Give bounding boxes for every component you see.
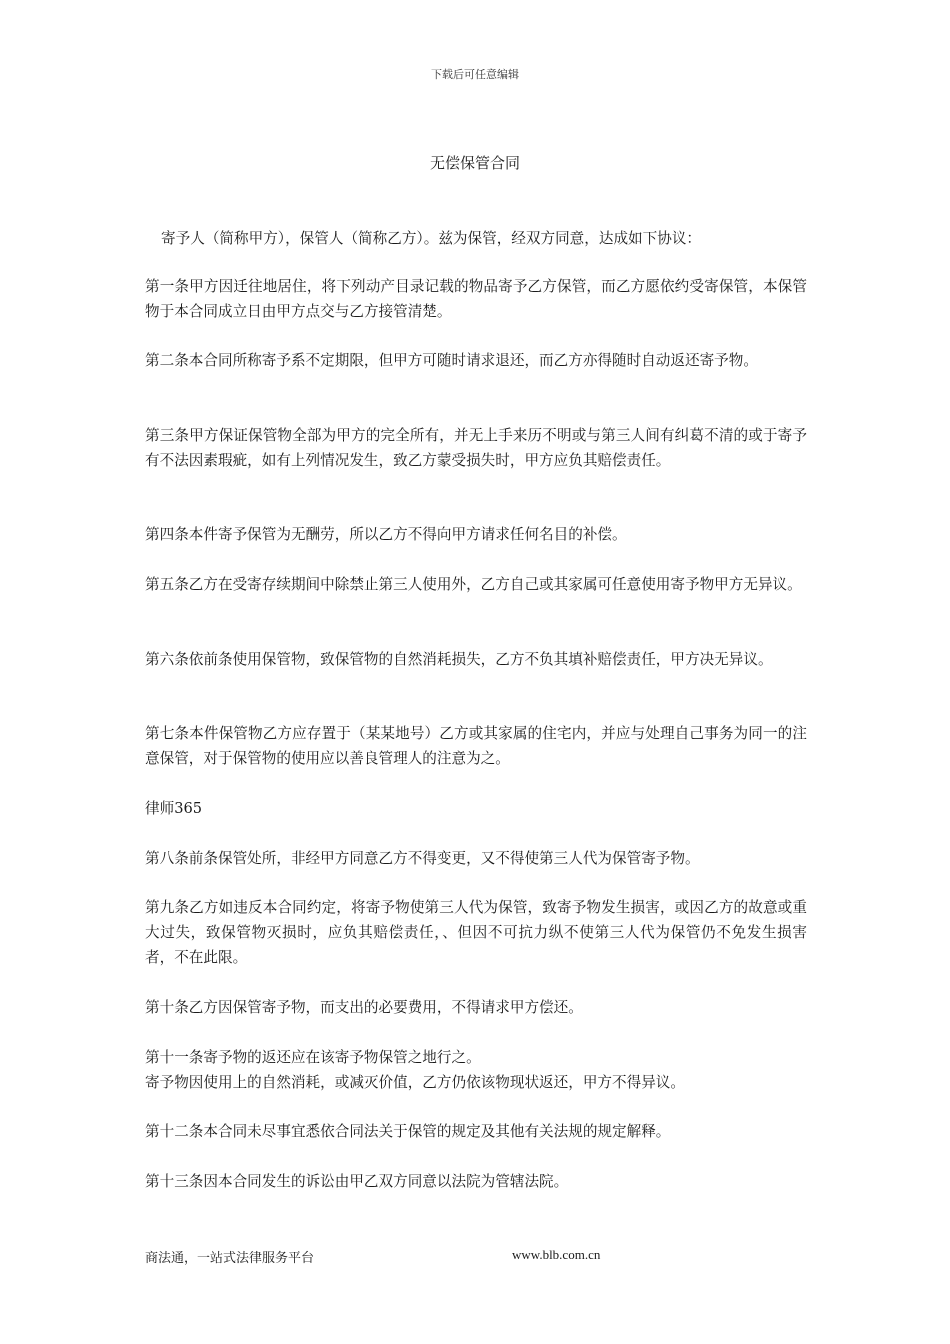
article-6: 第六条依前条使用保管物，致保管物的自然消耗损失，乙方不负其填补赔偿责任，甲方决无异议。 xyxy=(145,651,773,668)
header-note: 下载后可任意编辑 xyxy=(431,68,519,81)
article-11-continued: 寄予物因使用上的自然消耗，或减灭价值，乙方仍依该物现状返还，甲方不得异议。 xyxy=(145,1074,685,1091)
article-5: 第五条乙方在受寄存续期间中除禁止第三人使用外，乙方自己或其家属可任意使用寄予物甲方无异议。 xyxy=(145,576,802,593)
article-10: 第十条乙方因保管寄予物，而支出的必要费用，不得请求甲方偿还。 xyxy=(145,999,583,1016)
article-7: 第七条本件保管物乙方应存置于（某某地号）乙方或其家属的住宅内，并应与处理自己事务为同一的注意保管，对于保管物的使用应以善良管理人的注意为之。 xyxy=(145,725,807,767)
article-4: 第四条本件寄予保管为无酬劳，所以乙方不得向甲方请求任何名目的补偿。 xyxy=(145,526,627,543)
footer-platform: 商法通，一站式法律服务平台 xyxy=(145,1251,315,1266)
article-1: 第一条甲方因迁往地居住，将下列动产目录记载的物品寄予乙方保管，而乙方愿依约受寄保管，本保管物于本合同成立日由甲方点交与乙方接管清楚。 xyxy=(145,278,807,320)
lawyer-note: 律师365 xyxy=(145,800,203,817)
document-title: 无偿保管合同 xyxy=(429,154,520,172)
article-11: 第十一条寄予物的返还应在该寄予物保管之地行之。 xyxy=(145,1049,481,1066)
article-3: 第三条甲方保证保管物全部为甲方的完全所有，并无上手来历不明或与第三人间有纠葛不清的或于寄予有不法因素瑕疵，如有上列情况发生，致乙方蒙受损失时，甲方应负其赔偿责任。 xyxy=(145,427,807,469)
footer-url: www.blb.com.cn xyxy=(512,1247,601,1262)
article-2: 第二条本合同所称寄予系不定期限，但甲方可随时请求退还，而乙方亦得随时自动返还寄予物。 xyxy=(145,352,758,369)
article-12: 第十二条本合同未尽事宜悉依合同法关于保管的规定及其他有关法规的规定解释。 xyxy=(145,1123,671,1140)
article-9: 第九条乙方如违反本合同约定，将寄予物使第三人代为保管，致寄予物发生损害，或因乙方的故意或重大过失，致保管物灭损时，应负其赔偿责任，、但因不可抗力纵不使第三人代为保管仍不免发生损害者，不在此限。 xyxy=(145,899,807,966)
contract-intro: 寄予人（简称甲方），保管人（简称乙方）。兹为保管，经双方同意，达成如下协议： xyxy=(161,230,702,247)
article-8: 第八条前条保管处所，非经甲方同意乙方不得变更，又不得使第三人代为保管寄予物。 xyxy=(145,850,700,867)
article-13: 第十三条因本合同发生的诉讼由甲乙双方同意以法院为管辖法院。 xyxy=(145,1173,569,1190)
